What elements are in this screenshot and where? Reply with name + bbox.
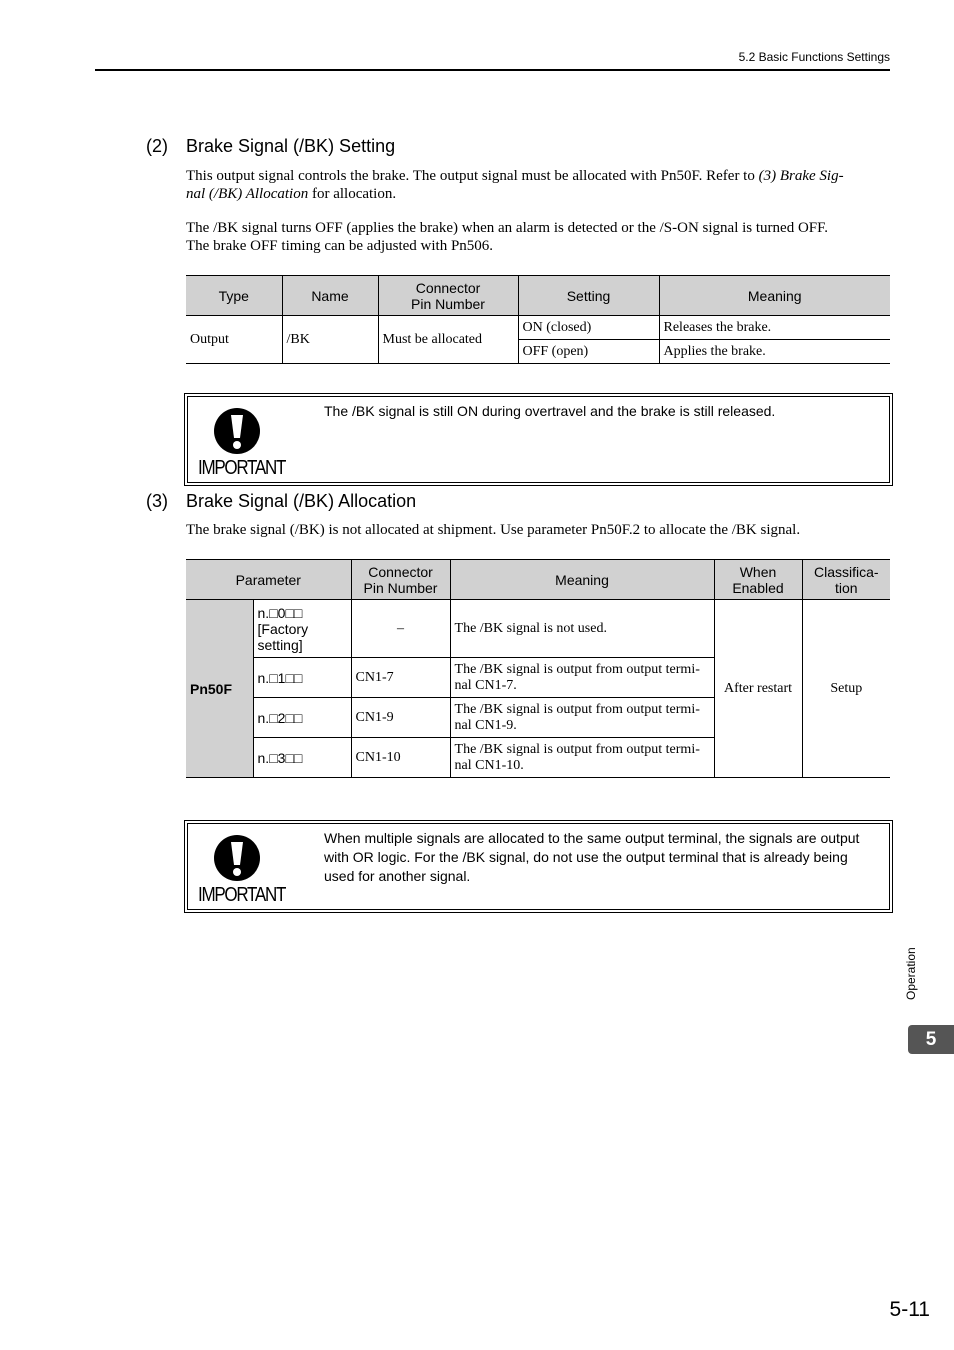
- box-icon: □□: [285, 709, 303, 726]
- section-3-heading: [146, 491, 416, 512]
- meaning-line: nal CN1-7.: [454, 677, 517, 693]
- important-line: When multiple signals are allocated to the same output terminal, the signals are output: [324, 830, 860, 846]
- header-rule: [95, 69, 890, 71]
- section-2-heading: [146, 136, 395, 157]
- important-line: with OR logic. For the /BK signal, do not use the output terminal that is already being: [324, 849, 848, 865]
- important-label: IMPORTANT: [198, 884, 286, 906]
- important-text: The /BK signal is still ON during overtravel and the brake is still released.: [324, 403, 776, 419]
- section-3-number: (3): [146, 491, 168, 511]
- meaning-line: nal CN1-10.: [454, 757, 524, 773]
- cross-reference[interactable]: (3) Brake Sig-: [758, 168, 844, 184]
- para-text: for allocation.: [308, 185, 397, 202]
- cell-value: [253, 698, 351, 738]
- cell-name: /BK: [282, 316, 378, 364]
- col-header-setting: Setting: [518, 276, 659, 316]
- cell-value: [253, 738, 351, 778]
- value-prefix: n.: [257, 669, 270, 686]
- box-icon: □□: [285, 669, 303, 686]
- cell-meaning: The /BK signal is not used.: [450, 600, 714, 658]
- header-line: Pin Number: [363, 579, 438, 596]
- cell-parameter: Pn50F: [186, 600, 253, 778]
- col-header-when-enabled: [714, 560, 802, 600]
- chapter-tab: 5: [908, 1025, 954, 1054]
- section-2-number: (2): [146, 136, 168, 156]
- value-digit: 1: [277, 669, 286, 686]
- important-note-1: [184, 393, 893, 486]
- cell-meaning: Applies the brake.: [659, 340, 890, 364]
- cell-when-enabled: After restart: [714, 600, 802, 778]
- value-digit: 0: [277, 604, 286, 621]
- para-line: The brake signal (/BK) is not allocated at shipment. Use parameter Pn50F.2 to allocate the /BK signal.: [186, 522, 801, 538]
- box-icon: □□: [285, 604, 303, 621]
- important-line: used for another signal.: [324, 868, 471, 884]
- cell-type: Output: [186, 316, 282, 364]
- important-label: IMPORTANT: [198, 457, 286, 479]
- para-line: The /BK signal turns OFF (applies the brake) when an alarm is detected or the /S-ON signal is turned OFF.: [186, 220, 829, 236]
- header-line: Enabled: [732, 579, 784, 596]
- cell-meaning: Releases the brake.: [659, 316, 890, 340]
- cell-pin: CN1-7: [351, 658, 450, 698]
- meaning-line: The /BK signal is output from output termi-: [454, 661, 700, 677]
- box-icon: □: [269, 709, 278, 726]
- section-2-paragraph-1: [186, 168, 890, 203]
- col-header-type: Type: [186, 276, 282, 316]
- col-header-connector: [378, 276, 518, 316]
- value-digit: 2: [277, 709, 286, 726]
- cell-connector: Must be allocated: [378, 316, 518, 364]
- value-note: [Factory: [257, 620, 309, 637]
- cell-pin: CN1-10: [351, 738, 450, 778]
- cross-reference-cont[interactable]: nal (/BK) Allocation: [186, 185, 309, 202]
- col-header-meaning: Meaning: [659, 276, 890, 316]
- section-3-title: Brake Signal (/BK) Allocation: [186, 491, 417, 511]
- box-icon: □: [269, 669, 278, 686]
- value-prefix: n.: [257, 749, 270, 766]
- pn50f-parameter-table: [186, 559, 890, 778]
- col-header-meaning: Meaning: [450, 560, 714, 600]
- box-icon: □: [269, 604, 278, 621]
- cell-value: [253, 658, 351, 698]
- col-header-classification: [802, 560, 890, 600]
- value-note: setting]: [257, 636, 303, 653]
- table-row: [186, 316, 890, 340]
- box-icon: □: [269, 749, 278, 766]
- cell-pin: –: [351, 600, 450, 658]
- col-header-name: Name: [282, 276, 378, 316]
- cell-meaning: [450, 698, 714, 738]
- cell-value: [253, 600, 351, 658]
- side-chapter-label: Operation: [904, 947, 918, 1000]
- cell-meaning: [450, 658, 714, 698]
- value-prefix: n.: [257, 709, 270, 726]
- header-line: Classifica-: [813, 563, 879, 580]
- section-2-title: Brake Signal (/BK) Setting: [186, 136, 396, 156]
- meaning-line: The /BK signal is output from output termi-: [454, 701, 700, 717]
- value-digit: 3: [277, 749, 286, 766]
- page-number: 5-11: [889, 1298, 930, 1321]
- cell-classification: Setup: [802, 600, 890, 778]
- cell-setting: OFF (open): [518, 340, 659, 364]
- meaning-line: nal CN1-9.: [454, 717, 517, 733]
- header-line: Connector: [415, 279, 481, 296]
- exclamation-icon: [213, 834, 261, 882]
- section-3-paragraph: [186, 522, 890, 540]
- header-line: Connector: [368, 563, 433, 580]
- para-text: This output signal controls the brake. The output signal must be allocated with Pn50F. Refer to: [186, 168, 759, 184]
- box-icon: □□: [285, 749, 303, 766]
- cell-setting: ON (closed): [518, 316, 659, 340]
- value-prefix: n.: [257, 604, 270, 621]
- header-line: When: [739, 563, 777, 580]
- important-note-2: [184, 820, 893, 913]
- section-2-paragraph-2: [186, 220, 890, 255]
- cell-meaning: [450, 738, 714, 778]
- running-header: 5.2 Basic Functions Settings: [738, 50, 890, 64]
- cell-pin: CN1-9: [351, 698, 450, 738]
- header-line: Pin Number: [411, 295, 485, 312]
- col-header-connector: [351, 560, 450, 600]
- important-text: [324, 829, 884, 886]
- meaning-line: The /BK signal is output from output termi-: [454, 741, 700, 757]
- exclamation-icon: [213, 407, 261, 455]
- table-row: [186, 600, 890, 658]
- para-line: The brake OFF timing can be adjusted with Pn506.: [186, 237, 494, 254]
- header-line: tion: [834, 579, 858, 596]
- col-header-parameter: Parameter: [186, 560, 351, 600]
- bk-signal-table: [186, 275, 890, 364]
